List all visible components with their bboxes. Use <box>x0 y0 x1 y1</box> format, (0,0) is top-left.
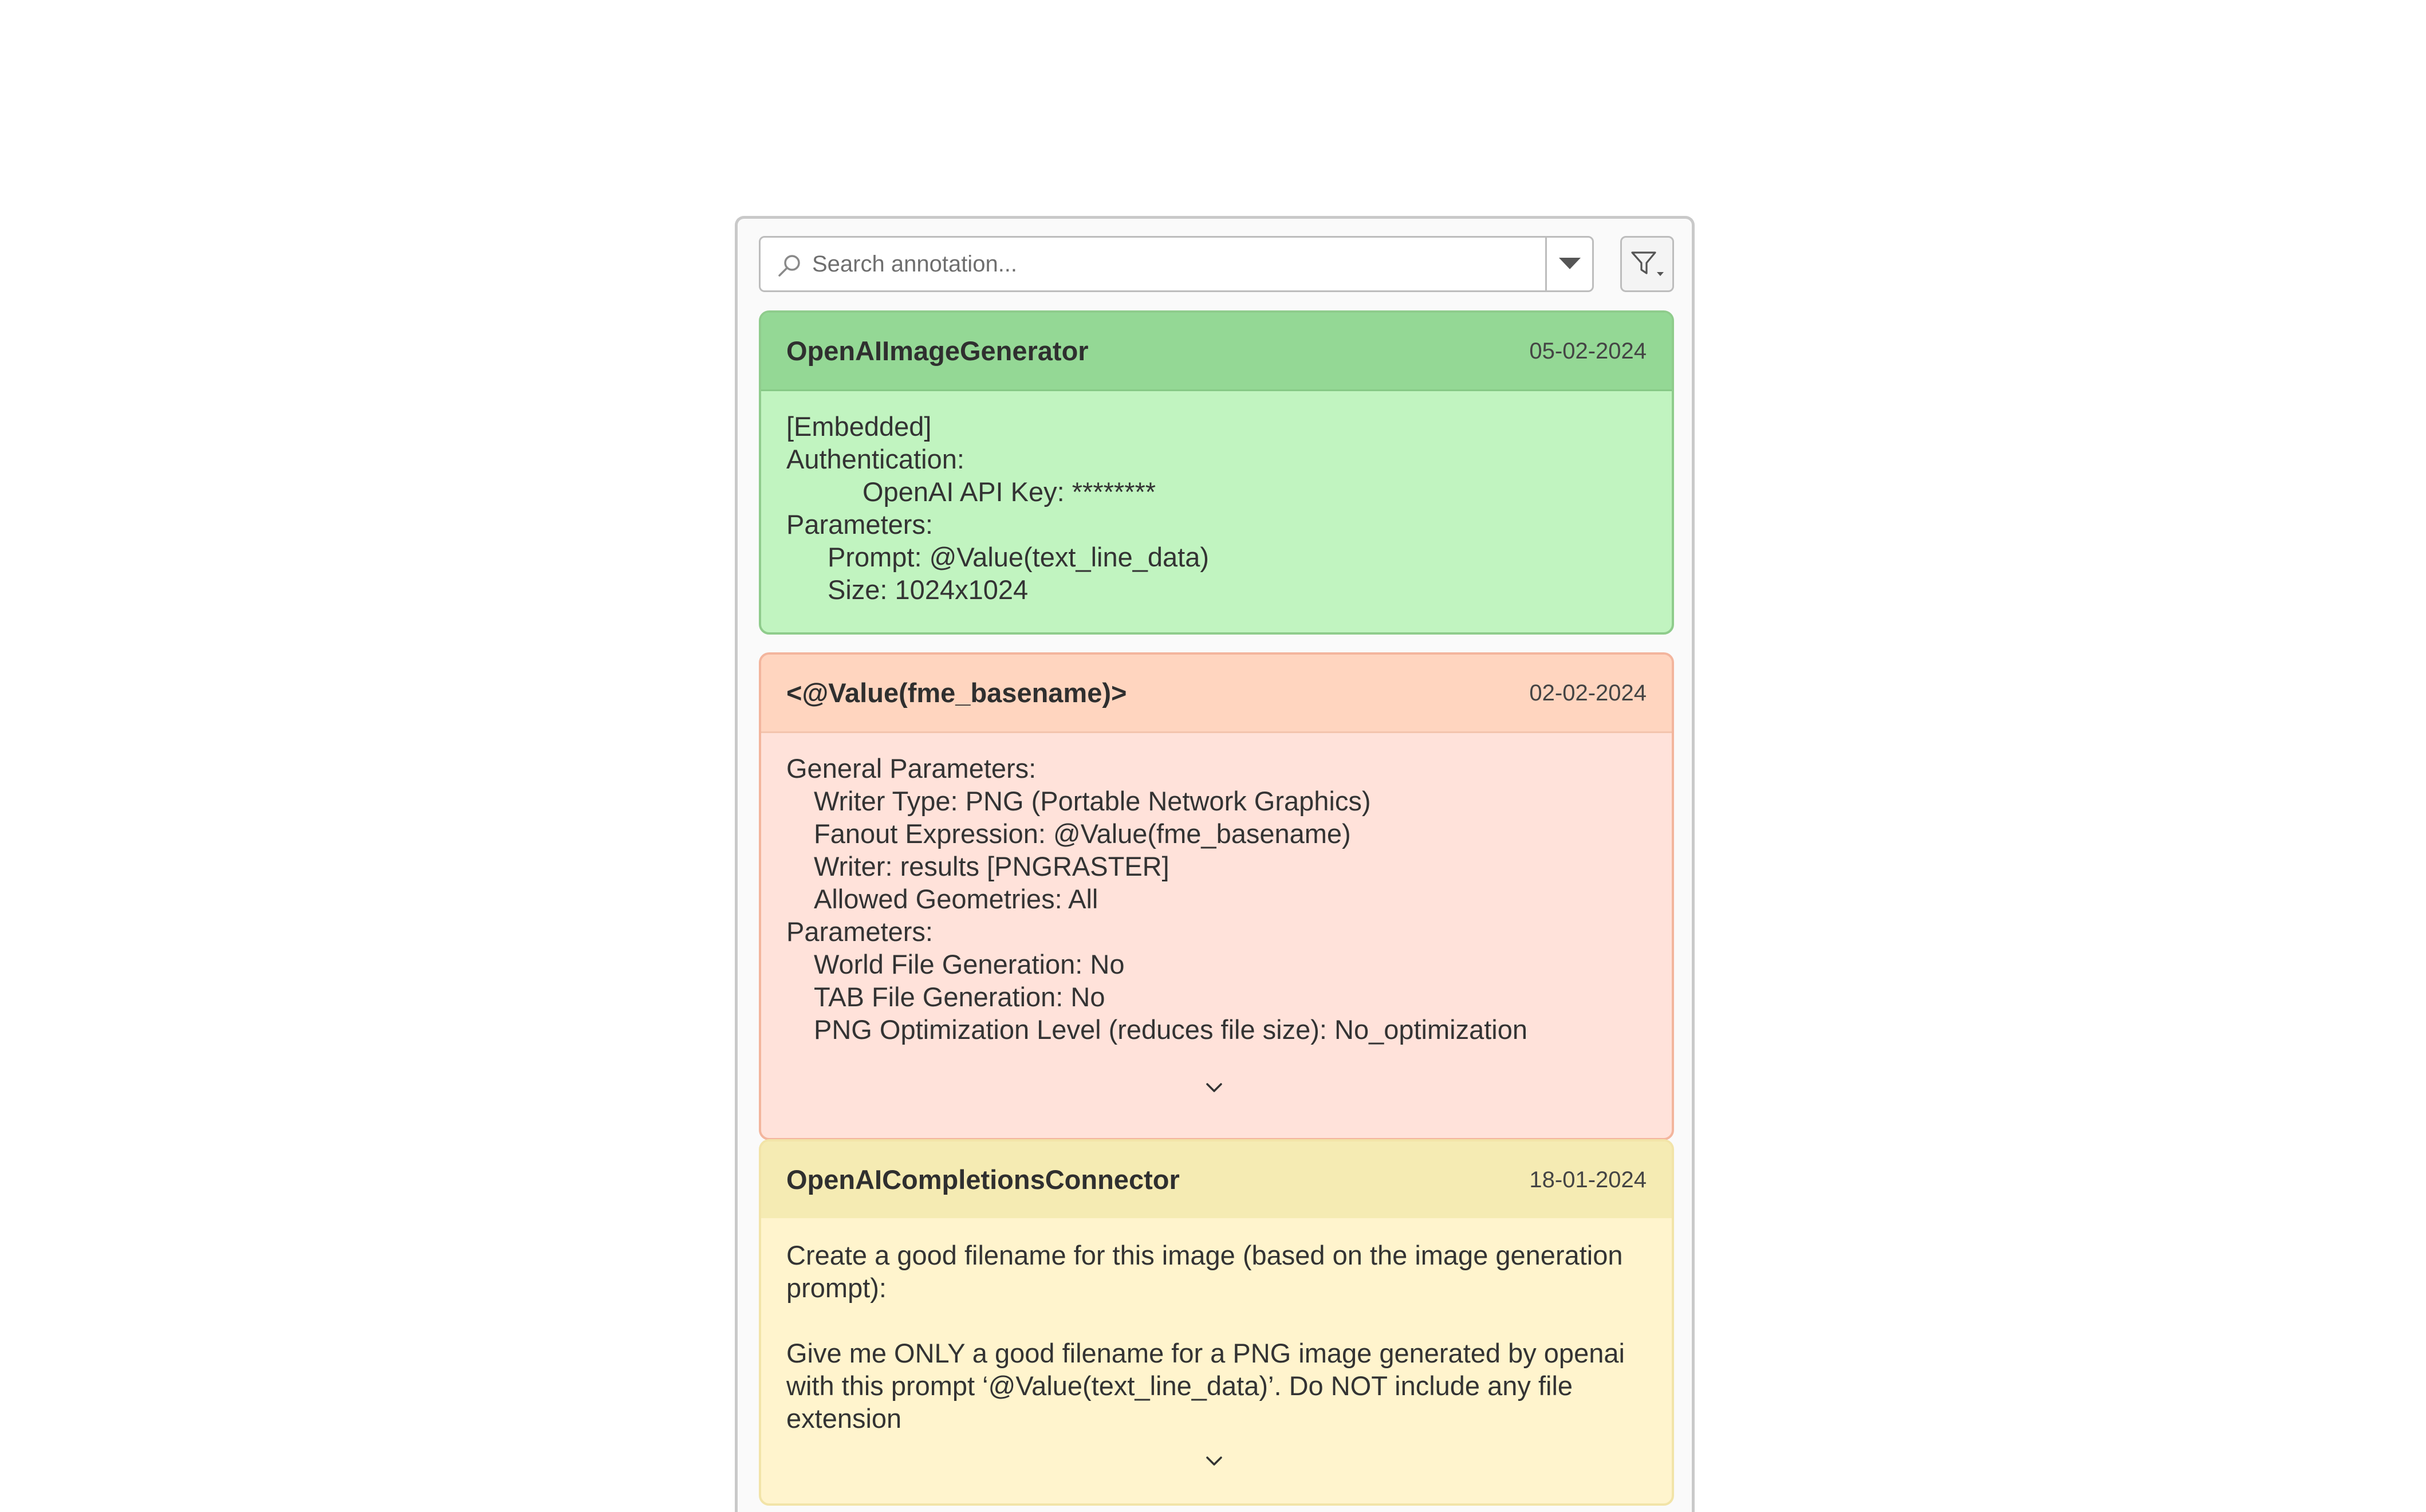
annotation-title: OpenAICompletionsConnector <box>786 1164 1180 1195</box>
annotation-line: Fanout Expression: @Value(fme_basename) <box>814 818 1351 849</box>
annotation-line: Authentication: <box>786 444 964 474</box>
annotation-line: TAB File Generation: No <box>814 982 1105 1012</box>
annotation-line: World File Generation: No <box>814 949 1125 979</box>
annotation-date: 18-01-2024 <box>1529 1167 1647 1192</box>
annotation-card[interactable] <box>759 652 1674 1140</box>
annotation-card[interactable] <box>759 1139 1674 1506</box>
annotation-line: Writer: results [PNGRASTER] <box>814 851 1169 881</box>
annotation-card[interactable] <box>759 310 1674 635</box>
search-dropdown-button[interactable] <box>1545 238 1592 290</box>
annotation-line: PNG Optimization Level (reduces file size): No_optimization <box>814 1014 1528 1045</box>
annotation-title: OpenAIImageGenerator <box>786 336 1089 366</box>
annotation-line: General Parameters: <box>786 753 1037 783</box>
annotation-line: Give me ONLY a good filename for a PNG image generated by openai with this prompt ‘@Value(text_line_data)’. Do NOT include any file extension <box>786 1338 1625 1434</box>
annotation-line: Prompt: @Value(text_line_data) <box>828 542 1210 572</box>
annotation-body <box>786 1239 1645 1435</box>
annotation-date: 02-02-2024 <box>1529 680 1647 706</box>
annotations-panel <box>735 216 1695 1512</box>
annotation-line: Writer Type: PNG (Portable Network Graphics) <box>814 786 1371 816</box>
annotation-line: OpenAI API Key: ******** <box>863 477 1156 507</box>
annotation-body <box>786 410 1645 606</box>
expand-button[interactable] <box>761 1450 1672 1478</box>
annotation-line: [Embedded] <box>786 411 932 442</box>
annotation-date: 05-02-2024 <box>1529 338 1647 364</box>
annotation-line: Parameters: <box>786 916 933 947</box>
annotation-header <box>761 655 1672 733</box>
search-input[interactable] <box>812 238 1522 290</box>
annotation-title: <@Value(fme_basename)> <box>786 678 1127 708</box>
annotation-header <box>761 313 1672 391</box>
expand-button[interactable] <box>761 1076 1672 1105</box>
annotation-header <box>761 1141 1672 1218</box>
annotation-line: Allowed Geometries: All <box>814 884 1098 914</box>
annotation-line: Create a good filename for this image (based on the image generation prompt): <box>786 1240 1623 1303</box>
annotation-line: Parameters: <box>786 509 933 540</box>
filter-button[interactable] <box>1620 236 1674 292</box>
search-icon <box>775 251 804 280</box>
annotation-body <box>786 752 1645 1046</box>
search-toolbar <box>759 236 1674 292</box>
annotation-line: Size: 1024x1024 <box>828 574 1029 605</box>
search-box[interactable] <box>759 236 1594 292</box>
